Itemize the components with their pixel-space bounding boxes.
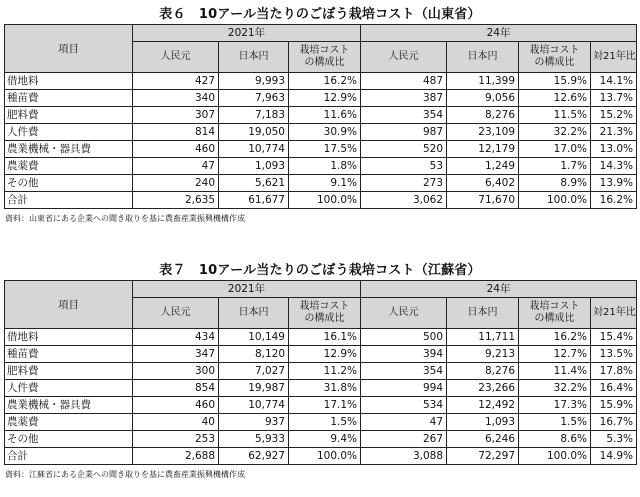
header-jpy: 日本円 bbox=[219, 42, 289, 73]
table-cell: 8,276 bbox=[447, 363, 519, 380]
table-cell: 9,213 bbox=[447, 346, 519, 363]
table-cell: 354 bbox=[361, 363, 447, 380]
table-cell: 14.1% bbox=[591, 73, 637, 90]
table-cell: 100.0% bbox=[289, 448, 361, 465]
table-cell: 500 bbox=[361, 329, 447, 346]
table-row bbox=[5, 414, 637, 431]
table-cell: 31.8% bbox=[289, 380, 361, 397]
header-ratio-line2: の構成比 bbox=[534, 57, 575, 68]
table-cell: 3,062 bbox=[361, 192, 447, 209]
table-cell: 520 bbox=[361, 141, 447, 158]
table-cell: 11,399 bbox=[447, 73, 519, 90]
table-cell: 15.9% bbox=[519, 73, 591, 90]
header-ratio-line1: 栽培コスト bbox=[299, 45, 350, 56]
table-cell: 267 bbox=[361, 431, 447, 448]
table-cell: 9.1% bbox=[289, 175, 361, 192]
table-row bbox=[5, 141, 637, 158]
table-cell: 1,249 bbox=[447, 158, 519, 175]
table-cell: 23,266 bbox=[447, 380, 519, 397]
table-cell: 460 bbox=[133, 397, 219, 414]
table-cell: 387 bbox=[361, 90, 447, 107]
table-cell: 61,677 bbox=[219, 192, 289, 209]
table-cell: 937 bbox=[219, 414, 289, 431]
table-cell: 13.9% bbox=[591, 175, 637, 192]
header-year-2021: 2021年 bbox=[133, 281, 361, 298]
table-cell: 11.2% bbox=[289, 363, 361, 380]
table-cell: 19,050 bbox=[219, 124, 289, 141]
header-vs-2021: 対21年比 bbox=[591, 42, 637, 73]
table-cell: 8.9% bbox=[519, 175, 591, 192]
row-item-label: 肥料費 bbox=[5, 107, 133, 124]
table-cell: 987 bbox=[361, 124, 447, 141]
table-cell: 434 bbox=[133, 329, 219, 346]
table-row bbox=[5, 329, 637, 346]
table-cell: 72,297 bbox=[447, 448, 519, 465]
table-cell: 994 bbox=[361, 380, 447, 397]
table-cell: 10,774 bbox=[219, 397, 289, 414]
table-cell: 240 bbox=[133, 175, 219, 192]
header-ratio bbox=[289, 42, 361, 73]
header-year-2021: 2021年 bbox=[133, 25, 361, 42]
header-ratio-line2: の構成比 bbox=[304, 57, 345, 68]
table-body bbox=[5, 329, 637, 465]
table-cell: 16.1% bbox=[289, 329, 361, 346]
table-cell: 854 bbox=[133, 380, 219, 397]
table-cell: 11.5% bbox=[519, 107, 591, 124]
table-row bbox=[5, 431, 637, 448]
table-cell: 16.7% bbox=[591, 414, 637, 431]
cost-table-jiangsu bbox=[4, 262, 636, 482]
header-ratio-line1: 栽培コスト bbox=[529, 45, 580, 56]
row-item-label: 借地料 bbox=[5, 329, 133, 346]
table-cell: 16.4% bbox=[591, 380, 637, 397]
row-item-label: 農薬費 bbox=[5, 158, 133, 175]
header-item: 項目 bbox=[5, 25, 133, 73]
table-cell: 15.4% bbox=[591, 329, 637, 346]
table-cell: 71,670 bbox=[447, 192, 519, 209]
table-cell: 32.2% bbox=[519, 124, 591, 141]
table-cell: 21.3% bbox=[591, 124, 637, 141]
table-cell: 9,993 bbox=[219, 73, 289, 90]
table-body bbox=[5, 73, 637, 209]
table-cell: 354 bbox=[361, 107, 447, 124]
table-cell: 1.7% bbox=[519, 158, 591, 175]
table-cell: 13.7% bbox=[591, 90, 637, 107]
data-table bbox=[4, 280, 637, 465]
table-cell: 13.5% bbox=[591, 346, 637, 363]
row-item-label: 農業機械・器具費 bbox=[5, 397, 133, 414]
header-row-years bbox=[5, 281, 637, 298]
header-year-24: 24年 bbox=[361, 281, 637, 298]
row-item-label: 農薬費 bbox=[5, 414, 133, 431]
header-rmb: 人民元 bbox=[133, 298, 219, 329]
table-cell: 814 bbox=[133, 124, 219, 141]
table-cell: 23,109 bbox=[447, 124, 519, 141]
table-cell: 17.3% bbox=[519, 397, 591, 414]
table-cell: 53 bbox=[361, 158, 447, 175]
table-cell: 10,774 bbox=[219, 141, 289, 158]
table-cell: 5.3% bbox=[591, 431, 637, 448]
header-year-24: 24年 bbox=[361, 25, 637, 42]
table-cell: 1.8% bbox=[289, 158, 361, 175]
source-note: 資料：山東省にある企業への聞き取りを基に農畜産業振興機構作成 bbox=[5, 214, 245, 223]
table-cell: 394 bbox=[361, 346, 447, 363]
table-cell: 17.5% bbox=[289, 141, 361, 158]
table-cell: 12,492 bbox=[447, 397, 519, 414]
row-item-label: 人件費 bbox=[5, 380, 133, 397]
table-row bbox=[5, 380, 637, 397]
table-row bbox=[5, 363, 637, 380]
header-ratio-line1: 栽培コスト bbox=[299, 301, 350, 312]
table-cell: 340 bbox=[133, 90, 219, 107]
header-ratio-line1: 栽培コスト bbox=[529, 301, 580, 312]
table-cell: 7,027 bbox=[219, 363, 289, 380]
table-cell: 5,933 bbox=[219, 431, 289, 448]
table-cell: 427 bbox=[133, 73, 219, 90]
header-ratio-line2: の構成比 bbox=[304, 313, 345, 324]
table-row bbox=[5, 397, 637, 414]
table-cell: 16.2% bbox=[591, 192, 637, 209]
header-vs-2021: 対21年比 bbox=[591, 298, 637, 329]
header-item: 項目 bbox=[5, 281, 133, 329]
header-ratio bbox=[519, 42, 591, 73]
table-cell: 14.3% bbox=[591, 158, 637, 175]
header-ratio-line2: の構成比 bbox=[534, 313, 575, 324]
table-cell: 62,927 bbox=[219, 448, 289, 465]
header-jpy: 日本円 bbox=[447, 298, 519, 329]
table-cell: 100.0% bbox=[289, 192, 361, 209]
table-cell: 5,621 bbox=[219, 175, 289, 192]
table-cell: 307 bbox=[133, 107, 219, 124]
row-item-label: 合計 bbox=[5, 448, 133, 465]
table-cell: 8.6% bbox=[519, 431, 591, 448]
header-ratio bbox=[289, 298, 361, 329]
header-rmb: 人民元 bbox=[361, 298, 447, 329]
table-cell: 1.5% bbox=[519, 414, 591, 431]
table-row bbox=[5, 107, 637, 124]
header-rmb: 人民元 bbox=[361, 42, 447, 73]
cost-table-shandong bbox=[4, 6, 636, 226]
table-row bbox=[5, 346, 637, 363]
table-cell: 6,246 bbox=[447, 431, 519, 448]
table-cell: 487 bbox=[361, 73, 447, 90]
table-cell: 347 bbox=[133, 346, 219, 363]
table-row bbox=[5, 124, 637, 141]
table-title: 表７ 10アール当たりのごぼう栽培コスト（江蘇省） bbox=[159, 263, 481, 278]
header-jpy: 日本円 bbox=[447, 42, 519, 73]
table-cell: 40 bbox=[133, 414, 219, 431]
table-cell: 12.7% bbox=[519, 346, 591, 363]
row-item-label: その他 bbox=[5, 175, 133, 192]
table-cell: 19,987 bbox=[219, 380, 289, 397]
table-cell: 13.0% bbox=[591, 141, 637, 158]
table-cell: 12.6% bbox=[519, 90, 591, 107]
table-cell: 11,711 bbox=[447, 329, 519, 346]
row-item-label: 肥料費 bbox=[5, 363, 133, 380]
header-row-years bbox=[5, 25, 637, 42]
table-cell: 15.2% bbox=[591, 107, 637, 124]
table-cell: 17.1% bbox=[289, 397, 361, 414]
row-item-label: 合計 bbox=[5, 192, 133, 209]
row-item-label: 農業機械・器具費 bbox=[5, 141, 133, 158]
table-cell: 2,635 bbox=[133, 192, 219, 209]
table-cell: 8,276 bbox=[447, 107, 519, 124]
table-cell: 12,179 bbox=[447, 141, 519, 158]
table-cell: 9,056 bbox=[447, 90, 519, 107]
table-cell: 10,149 bbox=[219, 329, 289, 346]
table-cell: 30.9% bbox=[289, 124, 361, 141]
source-note: 資料：江蘇省にある企業への聞き取りを基に農畜産業振興機構作成 bbox=[5, 470, 245, 479]
table-cell: 6,402 bbox=[447, 175, 519, 192]
table-cell: 16.2% bbox=[289, 73, 361, 90]
table-cell: 534 bbox=[361, 397, 447, 414]
table-cell: 17.0% bbox=[519, 141, 591, 158]
table-cell: 1.5% bbox=[289, 414, 361, 431]
table-cell: 460 bbox=[133, 141, 219, 158]
table-cell: 7,963 bbox=[219, 90, 289, 107]
table-cell: 3,088 bbox=[361, 448, 447, 465]
row-item-label: 人件費 bbox=[5, 124, 133, 141]
header-rmb: 人民元 bbox=[133, 42, 219, 73]
row-item-label: 借地料 bbox=[5, 73, 133, 90]
table-row bbox=[5, 158, 637, 175]
table-cell: 8,120 bbox=[219, 346, 289, 363]
table-cell: 2,688 bbox=[133, 448, 219, 465]
row-item-label: 種苗費 bbox=[5, 346, 133, 363]
table-cell: 11.6% bbox=[289, 107, 361, 124]
table-cell: 15.9% bbox=[591, 397, 637, 414]
table-cell: 7,183 bbox=[219, 107, 289, 124]
data-table bbox=[4, 24, 637, 209]
total-row bbox=[5, 448, 637, 465]
row-item-label: その他 bbox=[5, 431, 133, 448]
table-cell: 1,093 bbox=[219, 158, 289, 175]
header-ratio bbox=[519, 298, 591, 329]
table-title: 表６ 10アール当たりのごぼう栽培コスト（山東省） bbox=[159, 7, 481, 22]
table-cell: 9.4% bbox=[289, 431, 361, 448]
table-cell: 16.2% bbox=[519, 329, 591, 346]
table-cell: 11.4% bbox=[519, 363, 591, 380]
table-cell: 12.9% bbox=[289, 90, 361, 107]
table-row bbox=[5, 73, 637, 90]
table-cell: 273 bbox=[361, 175, 447, 192]
table-cell: 17.8% bbox=[591, 363, 637, 380]
table-cell: 47 bbox=[133, 158, 219, 175]
table-cell: 1,093 bbox=[447, 414, 519, 431]
table-row bbox=[5, 175, 637, 192]
row-item-label: 種苗費 bbox=[5, 90, 133, 107]
table-cell: 12.9% bbox=[289, 346, 361, 363]
table-cell: 32.2% bbox=[519, 380, 591, 397]
table-cell: 100.0% bbox=[519, 192, 591, 209]
total-row bbox=[5, 192, 637, 209]
header-jpy: 日本円 bbox=[219, 298, 289, 329]
table-cell: 100.0% bbox=[519, 448, 591, 465]
table-cell: 14.9% bbox=[591, 448, 637, 465]
table-cell: 300 bbox=[133, 363, 219, 380]
table-row bbox=[5, 90, 637, 107]
table-cell: 253 bbox=[133, 431, 219, 448]
table-cell: 47 bbox=[361, 414, 447, 431]
